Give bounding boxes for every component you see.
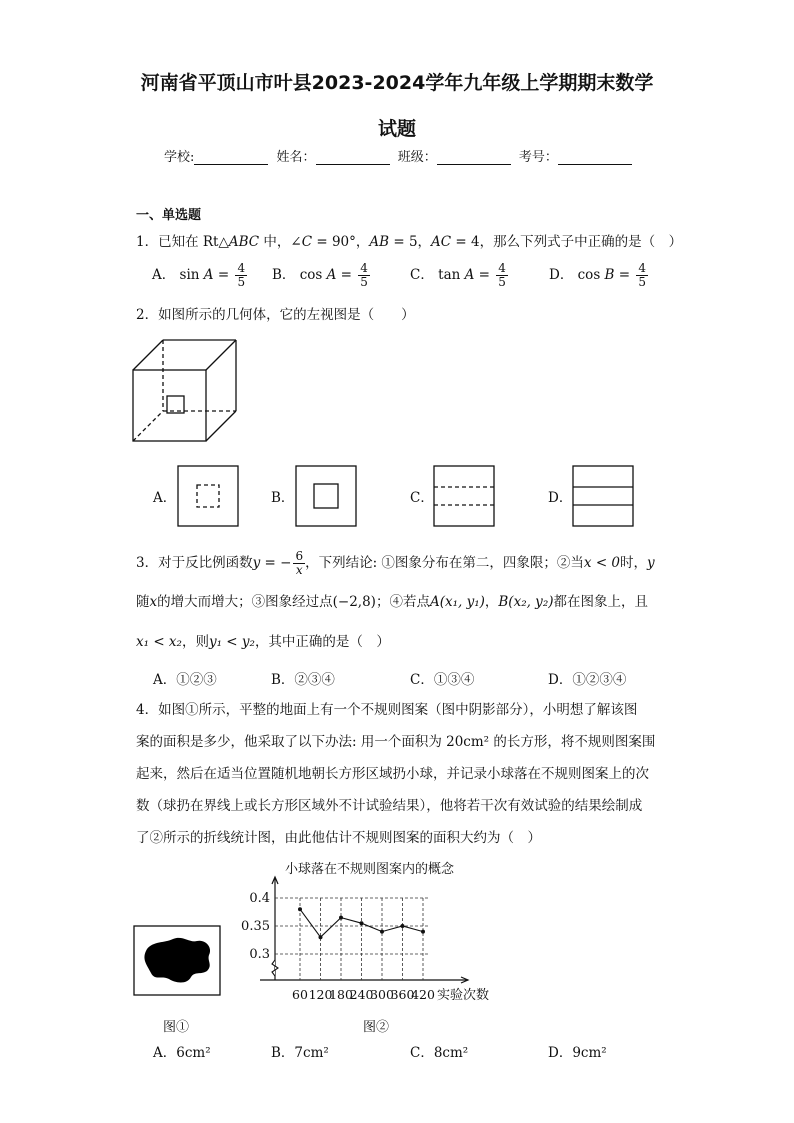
q1-var: ABC [228, 234, 260, 250]
q3-option-a[interactable]: A．①②③ [153, 672, 217, 688]
q1-option-d[interactable]: D． cos B = $\frac{4}{5}$ [549, 261, 647, 289]
q3-formula: x₁ < x₂ [136, 634, 182, 650]
q4-option-c[interactable]: C．8cm² [410, 1045, 469, 1061]
data-point [380, 930, 384, 934]
option-label: A． [152, 267, 176, 283]
fraction: $\frac{6}{x}$ [295, 549, 304, 577]
x-tick-label: 240 [349, 987, 374, 1002]
school-label: 学校: [164, 150, 195, 165]
fraction: $\frac{4}{5}$ [237, 261, 246, 289]
q2-label-d: D． [548, 490, 573, 506]
class-field[interactable] [437, 150, 511, 165]
line-chart [240, 874, 540, 1006]
option-fn: sin [179, 267, 200, 283]
q3-line1 [136, 550, 655, 577]
id-label: 考号： [518, 150, 558, 165]
school-field[interactable] [194, 150, 268, 165]
q1-option-c[interactable]: C． tan A = $\frac{4}{5}$ [410, 261, 506, 289]
page-title-line2: 试题 [377, 118, 416, 140]
q3-text: ，其中正确的是（ ） [254, 634, 390, 650]
q3-formula: B(x₂, y₂) [498, 594, 554, 610]
q3-formula: y = − [252, 555, 292, 571]
q3-text: 3．对于反比例函数 [136, 555, 253, 571]
data-point [339, 916, 343, 920]
q2-option-d-figure[interactable] [572, 465, 634, 527]
q3-line2 [136, 592, 648, 612]
q3-text: 时， [620, 555, 648, 571]
fraction: $\frac{4}{5}$ [498, 261, 506, 289]
irregular-shape-figure [133, 925, 221, 996]
fraction: $\frac{4}{5}$ [638, 261, 647, 289]
x-tick-label: 120 [308, 987, 333, 1002]
q3-text: 的增大而增大；③图象经过点(−2,8)；④若点 [157, 594, 430, 610]
student-info [164, 146, 636, 165]
section-heading: 一、单选题 [136, 208, 202, 223]
q1-option-a[interactable]: A． sin A = $\frac{4}{5}$ [152, 261, 246, 289]
q3-option-b[interactable]: B．②③④ [271, 672, 335, 688]
data-point [319, 935, 323, 939]
q3-line3 [136, 632, 390, 652]
q1-var: AB [369, 234, 390, 250]
q1-text: = 90°， [312, 234, 370, 250]
option-var: B [604, 267, 615, 283]
q3-formula: y₁ < y₂ [208, 634, 255, 650]
name-field[interactable] [316, 150, 390, 165]
q3-formula: A(x₁, y₁) [429, 594, 485, 610]
option-label: C． [410, 267, 434, 283]
option-var: A [203, 267, 214, 283]
q4-option-a[interactable]: A．6cm² [153, 1045, 211, 1061]
q2-stem: 2．如图所示的几何体，它的左视图是（ ） [136, 307, 415, 323]
option-label: B． [272, 267, 296, 283]
x-tick-label: 420 [411, 987, 435, 1002]
x-tick-label: 300 [370, 987, 394, 1002]
q2-option-b-figure[interactable] [295, 465, 357, 527]
q4-option-b[interactable]: B．7cm² [271, 1045, 329, 1061]
page-title: 河南省平顶山市叶县2023-2024学年九年级上学期期末数学 [140, 72, 654, 94]
q2-label-b: B． [271, 490, 295, 506]
q1-text: 中，∠ [259, 234, 302, 250]
y-tick-label: 0.3 [249, 947, 270, 962]
q3-text: ，则 [181, 634, 209, 650]
q4-line4: 数（球扔在界线上或长方形区域外不计试验结果），他将若干次有效试验的结果绘制成 [136, 798, 643, 814]
q2-option-a-figure[interactable] [177, 465, 239, 527]
class-label: 班级： [397, 150, 437, 165]
option-fn: cos [577, 267, 601, 283]
q1-var: C [301, 234, 313, 250]
option-label: D． [549, 267, 574, 283]
y-tick-label: 0.35 [241, 919, 270, 934]
data-point [421, 930, 425, 934]
q3-formula: x [149, 594, 158, 610]
id-field[interactable] [558, 150, 632, 165]
chart-title: 小球落在不规则图案内的概念 [285, 862, 455, 877]
x-tick-label: 180 [329, 987, 353, 1002]
x-tick-label: 360 [390, 987, 415, 1002]
q4-line5: 了②所示的折线统计图，由此他估计不规则图案的面积大约为（ ） [136, 830, 541, 846]
q1-option-b[interactable]: B． cos A = $\frac{4}{5}$ [272, 261, 368, 289]
data-point [360, 921, 364, 925]
q2-label-c: C． [410, 490, 434, 506]
q4-option-d[interactable]: D．9cm² [548, 1045, 607, 1061]
data-point [401, 924, 405, 928]
q3-text: ，下列结论: ①图象分布在第二，四象限；②当 [305, 555, 584, 571]
option-fn: tan [438, 267, 461, 283]
x-axis-label: 实验次数 [437, 988, 490, 1003]
q3-text: 随 [136, 594, 150, 610]
q2-label-a: A． [153, 490, 177, 506]
q1-var: AC [431, 234, 452, 250]
y-tick-label: 0.4 [249, 891, 270, 906]
q3-text: ， [484, 594, 499, 610]
option-var: A [326, 267, 337, 283]
x-tick-label: 60 [292, 987, 308, 1002]
q4-line3: 起来，然后在适当位置随机地朝长方形区域扔小球，并记录小球落在不规则图案上的次 [136, 766, 649, 782]
q4-line1: 4．如图①所示，平整的地面上有一个不规则图案（图中阴影部分），小明想了解该图 [136, 702, 638, 718]
q4-line2: 案的面积是多少，他采取了以下办法: 用一个面积为 20cm² 的长方形，将不规则图案围 [136, 734, 656, 750]
data-point [298, 907, 302, 911]
q3-text: 都在图象上，且 [553, 594, 648, 610]
fig1-caption: 图① [163, 1020, 190, 1035]
q3-option-d[interactable]: D．①②③④ [548, 672, 627, 688]
name-label: 姓名： [276, 150, 316, 165]
fraction: $\frac{4}{5}$ [360, 261, 368, 289]
q1-text: = 4，那么下列式子中正确的是（ ） [451, 234, 683, 250]
option-var: A [464, 267, 475, 283]
q3-formula: x < 0 [583, 555, 621, 571]
q1-text: 1．已知在 Rt△ [136, 234, 229, 250]
cube-figure [130, 338, 242, 444]
q2-option-c-figure[interactable] [433, 465, 495, 527]
q1-stem [136, 232, 682, 252]
fig2-caption: 图② [363, 1020, 390, 1035]
option-fn: cos [299, 267, 323, 283]
q3-formula: y [647, 555, 655, 571]
q1-text: = 5， [389, 234, 432, 250]
q3-option-c[interactable]: C．①③④ [410, 672, 475, 688]
axis-break [272, 960, 278, 976]
